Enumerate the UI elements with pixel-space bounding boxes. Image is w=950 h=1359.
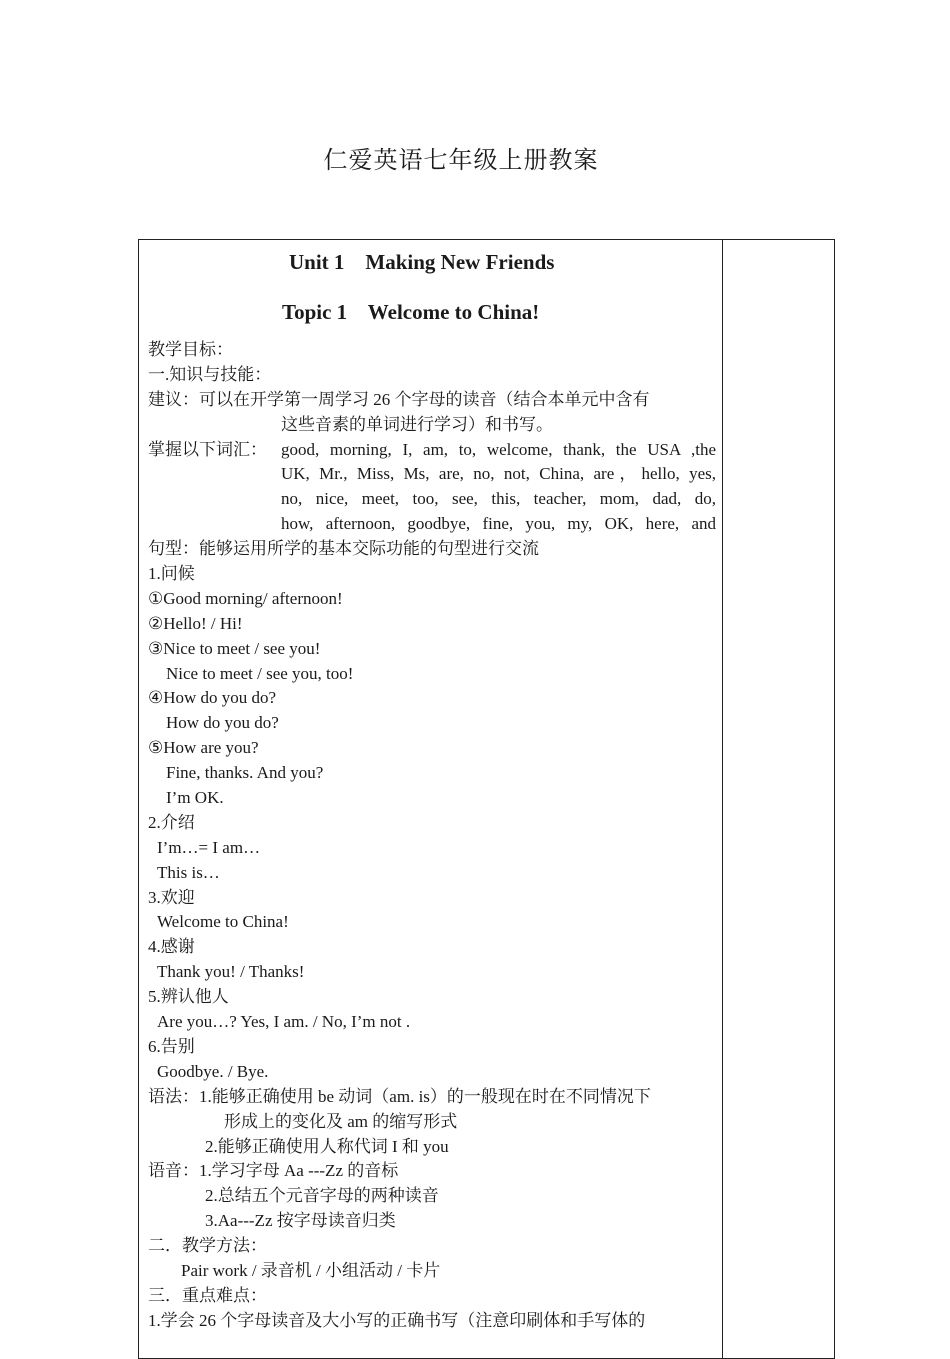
column-divider — [722, 240, 723, 1358]
methods-line: Pair work / 录音机 / 小组活动 / 卡片 — [181, 1260, 441, 1280]
objectives-heading: 教学目标： — [148, 340, 233, 359]
greeting-line: Fine, thanks. And you? — [166, 763, 324, 783]
greeting-line: ⑤How are you? — [148, 738, 259, 758]
unit-title: Unit 1 Making New Friends — [289, 250, 555, 274]
intro-heading: 2.介绍 — [148, 812, 195, 832]
vocab-line: no, nice, meet, too, see, this, teacher, mom, dad, do, — [281, 489, 716, 509]
thanks-line: Thank you! / Thanks! — [157, 962, 305, 982]
suggestion-line: 这些音素的单词进行学习）和书写。 — [281, 414, 553, 434]
suggestion-line: 可以在开学第一周学习 26 个字母的读音（结合本单元中含有 — [199, 389, 650, 409]
farewell-heading: 6.告别 — [148, 1036, 195, 1056]
thanks-heading: 4.感谢 — [148, 937, 195, 957]
phonetics-line: 3.Aa---Zz 按字母读音归类 — [205, 1211, 396, 1231]
lesson-content — [148, 338, 716, 1334]
intro-line: This is… — [157, 862, 220, 882]
suggestion-label: 建议： — [148, 389, 199, 409]
key-point-line: 1.学会 26 个字母读音及大小写的正确书写（注意印刷体和手写体的 — [148, 1310, 646, 1330]
lesson-plan-table — [138, 239, 835, 1359]
vocab-block — [148, 438, 716, 538]
grammar-line: 2.能够正确使用人称代词 I 和 you — [205, 1136, 449, 1156]
grammar-line: 1.能够正确使用 be 动词（am. is）的一般现在时在不同情况下 — [199, 1086, 651, 1106]
identify-heading: 5.辨认他人 — [148, 987, 229, 1007]
greeting-line: How do you do? — [166, 713, 279, 733]
suggestion-block — [148, 388, 716, 413]
welcome-line: Welcome to China! — [157, 912, 289, 932]
welcome-heading: 3.欢迎 — [148, 887, 195, 907]
grammar-line: 形成上的变化及 am 的缩写形式 — [224, 1111, 458, 1131]
greeting-line: ③Nice to meet / see you! — [148, 638, 321, 658]
phonetics-block — [148, 1159, 716, 1184]
grammar-label: 语法： — [148, 1086, 199, 1106]
identify-line: Are you…? Yes, I am. / No, I’m not . — [157, 1012, 411, 1032]
farewell-line: Goodbye. / Bye. — [157, 1061, 269, 1081]
section2-heading: 二．教学方法： — [148, 1236, 267, 1256]
phonetics-line: 1.学习字母 Aa ---Zz 的音标 — [199, 1161, 399, 1181]
vocab-line: how, afternoon, goodbye, fine, you, my, OK, here, and — [281, 514, 716, 534]
vocab-line: UK, Mr., Miss, Ms, are, no, not, China, are，hello, yes, — [281, 464, 716, 484]
vocab-line: good, morning, I, am, to, welcome, thank, the USA ,the — [281, 439, 716, 459]
phonetics-label: 语音： — [148, 1161, 199, 1181]
greeting-line: ②Hello! / Hi! — [148, 613, 243, 633]
intro-line: I’m…= I am… — [157, 837, 261, 857]
sentence-patterns: 句型：能够运用所学的基本交际功能的句型进行交流 — [148, 539, 539, 559]
greeting-line: I’m OK. — [166, 788, 224, 808]
section3-heading: 三．重点难点： — [148, 1285, 267, 1305]
grammar-block — [148, 1085, 716, 1110]
document-title: 仁爱英语七年级上册教案 — [323, 146, 599, 174]
greeting-line: Nice to meet / see you, too! — [166, 663, 354, 683]
greeting-line: ①Good morning/ afternoon! — [148, 588, 343, 608]
vocab-label: 掌握以下词汇： — [148, 439, 267, 459]
section1-heading: 一.知识与技能： — [148, 364, 272, 384]
greeting-line: ④How do you do? — [148, 688, 277, 708]
topic-title: Topic 1 Welcome to China! — [282, 300, 540, 324]
phonetics-line: 2.总结五个元音字母的两种读音 — [205, 1186, 439, 1206]
greeting-heading: 1.问候 — [148, 564, 195, 584]
